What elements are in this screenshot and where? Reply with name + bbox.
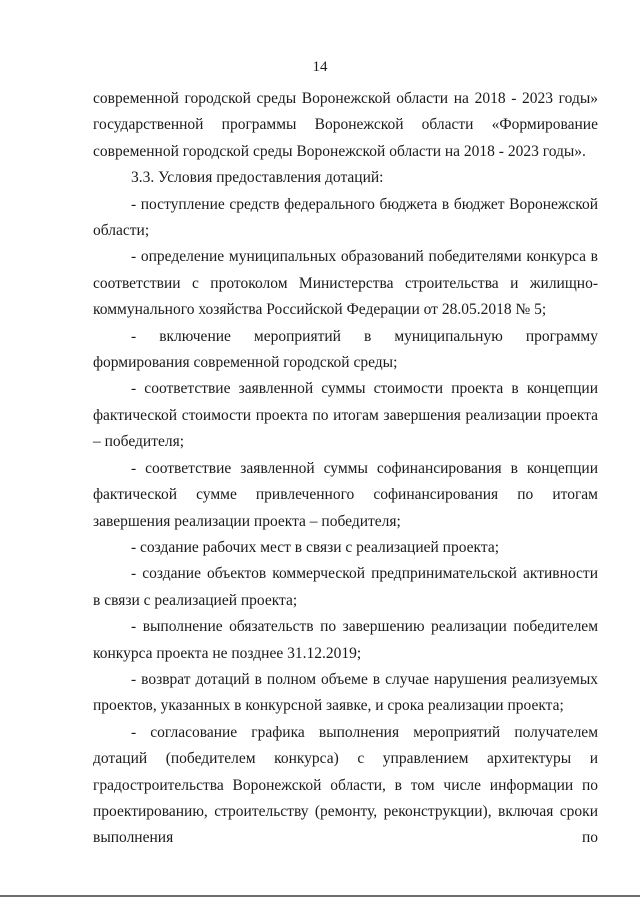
condition-commercial-objects: - создание объектов коммерческой предпринимательской активности в связи с реализацией проекта;	[93, 565, 598, 609]
condition-federal-funds: - поступление средств федерального бюджета в бюджет Воронежской области;	[93, 195, 598, 240]
condition-project-cost-match: - соответствие заявленной суммы стоимости проекта в концепции фактической стоимости проекта по итогам завершения реализации проекта – победителя;	[93, 380, 598, 451]
condition-cofinancing-match: - соответствие заявленной суммы софинансирования в концепции фактической сумме привлеченного софинансирования по итогам завершения реализации проекта – победителя;	[93, 459, 598, 530]
page-bottom-border	[0, 895, 640, 897]
condition-schedule-approval: - согласование графика выполнения мероприятий получателем дотаций (победителем конкурса) с управлением архитектуры и градостроительства Воронежской области, в том числе информации по проектированию, строительству (ремонту, реконструкции), включая сроки выполнения по	[93, 723, 598, 847]
condition-jobs-creation: - создание рабочих мест в связи с реализацией проекта;	[131, 538, 500, 556]
condition-completion-deadline: - выполнение обязательств по завершению реализации победителем конкурса проекта не позднее 31.12.2019;	[93, 618, 598, 662]
condition-winners-determination: - определение муниципальных образований победителями конкурса в соответствии с протоколом Министерства строительства и жилищно-коммунального хозяйства Российской Федерации от 28.05.2018 № 5;	[93, 248, 598, 319]
condition-grant-refund: - возврат дотаций в полном объеме в случае нарушения реализуемых проектов, указанных в конкурсной заявке, и срока реализации проекта;	[93, 670, 598, 715]
paragraph-intro-continuation: современной городской среды Воронежской области на 2018 - 2023 годы» государственной программы Воронежской области «Формирование современной городской среды Воронежской области на 2018 - 2023 годы».	[93, 90, 598, 160]
condition-program-inclusion: - включение мероприятий в муниципальную программу формирования современной городской среды;	[93, 327, 598, 372]
page-number: 14	[312, 59, 328, 75]
section-heading-3-3: 3.3. Условия предоставления дотаций:	[131, 169, 384, 187]
document-body	[93, 86, 598, 852]
